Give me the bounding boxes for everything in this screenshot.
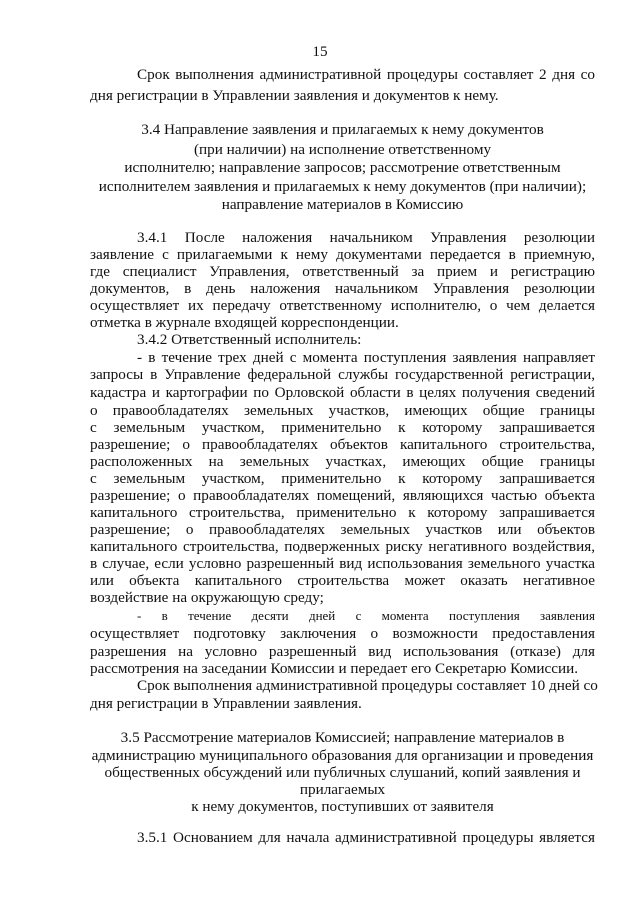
section-3-5-heading-line-1: 3.5 Рассмотрение материалов Комиссией; направление материалов в — [120, 729, 565, 746]
section-3-4-heading-line-3: исполнителю; направление запросов; рассмотрение ответственным — [124, 159, 561, 176]
deadline-paragraph-line-2: дня регистрации в Управлении заявления и документов к нему. — [90, 87, 499, 104]
deadline-10-days-line-1: Срок выполнения административной процедуры составляет 10 дней со — [137, 677, 598, 694]
section-3-5-heading-line-2: администрацию муниципального образования для организации и проведения — [91, 747, 594, 764]
clause-3-4-1-line-4: документов, в день наложения начальником Управления резолюции — [90, 280, 595, 297]
clause-3-4-2-item-2-line-4: рассмотрения на заседании Комиссии и передает его Секретарю Комиссии. — [90, 660, 579, 677]
section-3-5-heading-line-4: прилагаемых — [299, 781, 386, 798]
section-3-5-heading-line-3: общественных обсуждений или публичных слушаний, копий заявления и — [104, 764, 581, 781]
clause-3-4-2-item-1-line-3: кадастра и картографии по Орловской области в целях получения сведений — [90, 384, 595, 401]
section-3-4-heading-line-1: 3.4 Направление заявления и прилагаемых к нему документов — [141, 121, 544, 138]
section-3-4-heading-line-4: исполнителем заявления и прилагаемых к нему документов (при наличии); — [98, 178, 587, 195]
clause-3-5-1-line-1: 3.5.1 Основанием для начала административной процедуры является — [137, 829, 595, 846]
deadline-10-days-line-2: дня регистрации в Управлении заявления. — [90, 695, 362, 712]
clause-3-4-2-item-1-line-10: капитального строительства, применительно к которому запрашивается — [90, 504, 595, 521]
clause-3-4-1-line-5: осуществляет их передачу ответственному исполнителю, о чем делается — [90, 297, 595, 314]
clause-3-4-2-item-1-line-9: разрешение; о правообладателях помещений, являющихся частью объекта — [90, 487, 595, 504]
section-3-4-heading-line-5: направление материалов в Комиссию — [221, 196, 464, 213]
clause-3-4-1-line-3: где специалист Управления, ответственный за прием и регистрацию — [90, 263, 595, 280]
clause-3-4-2-item-2-line-1: - в течение десяти дней с момента поступления заявления — [137, 608, 595, 623]
clause-3-4-2-item-1-line-12: капитального строительства, подверженных риску негативного воздействия, — [90, 538, 595, 555]
clause-3-4-2-item-1-line-7: расположенных на земельных участках, имеющих общие границы — [90, 453, 595, 470]
clause-3-4-2-item-1-line-13: в случае, если условно разрешенный вид использования земельного участка — [90, 555, 595, 572]
clause-3-4-2-item-1-line-1: - в течение трех дней с момента поступления заявления направляет — [137, 349, 595, 366]
clause-3-4-2-item-2-line-2: осуществляет подготовку заключения о возможности предоставления — [90, 625, 595, 642]
section-3-4-heading-line-2: (при наличии) на исполнение ответственному — [193, 141, 492, 158]
clause-3-4-2-item-1-line-4: о правообладателях земельных участков, имеющих общие границы — [90, 402, 595, 419]
clause-3-4-2-item-1-line-2: запросы в Управление федеральной службы государственной регистрации, — [90, 366, 595, 383]
clause-3-4-2-item-1-line-14: или объекта капитального строительства может оказать негативное — [90, 572, 595, 589]
clause-3-4-2-item-1-line-15: воздействие на окружающую среду; — [90, 589, 324, 606]
clause-3-4-2-item-1-line-5: с земельным участком, применительно к которому запрашивается — [90, 419, 595, 436]
clause-3-4-2-title: 3.4.2 Ответственный исполнитель: — [137, 331, 362, 348]
clause-3-4-2-item-1-line-11: разрешение; о правообладателях земельных участков или объектов — [90, 521, 595, 538]
deadline-paragraph-line-1: Срок выполнения административной процедуры составляет 2 дня со — [137, 66, 595, 83]
clause-3-4-1-line-2: заявление с прилагаемыми к нему документами передается в приемную, — [90, 246, 595, 263]
section-3-5-heading-line-5: к нему документов, поступивших от заявителя — [191, 798, 494, 815]
clause-3-4-1-line-6: отметка в журнале входящей корреспонденции. — [90, 314, 399, 331]
clause-3-4-2-item-2-line-3: разрешения на условно разрешенный вид использования (отказе) для — [90, 643, 595, 660]
clause-3-4-2-item-1-line-8: с земельным участком, применительно к которому запрашивается — [90, 470, 595, 487]
clause-3-4-2-item-1-line-6: разрешение; о правообладателях объектов капитального строительства, — [90, 436, 595, 453]
page-number: 15 — [312, 43, 328, 60]
clause-3-4-1-line-1: 3.4.1 После наложения начальником Управления резолюции — [137, 229, 595, 246]
